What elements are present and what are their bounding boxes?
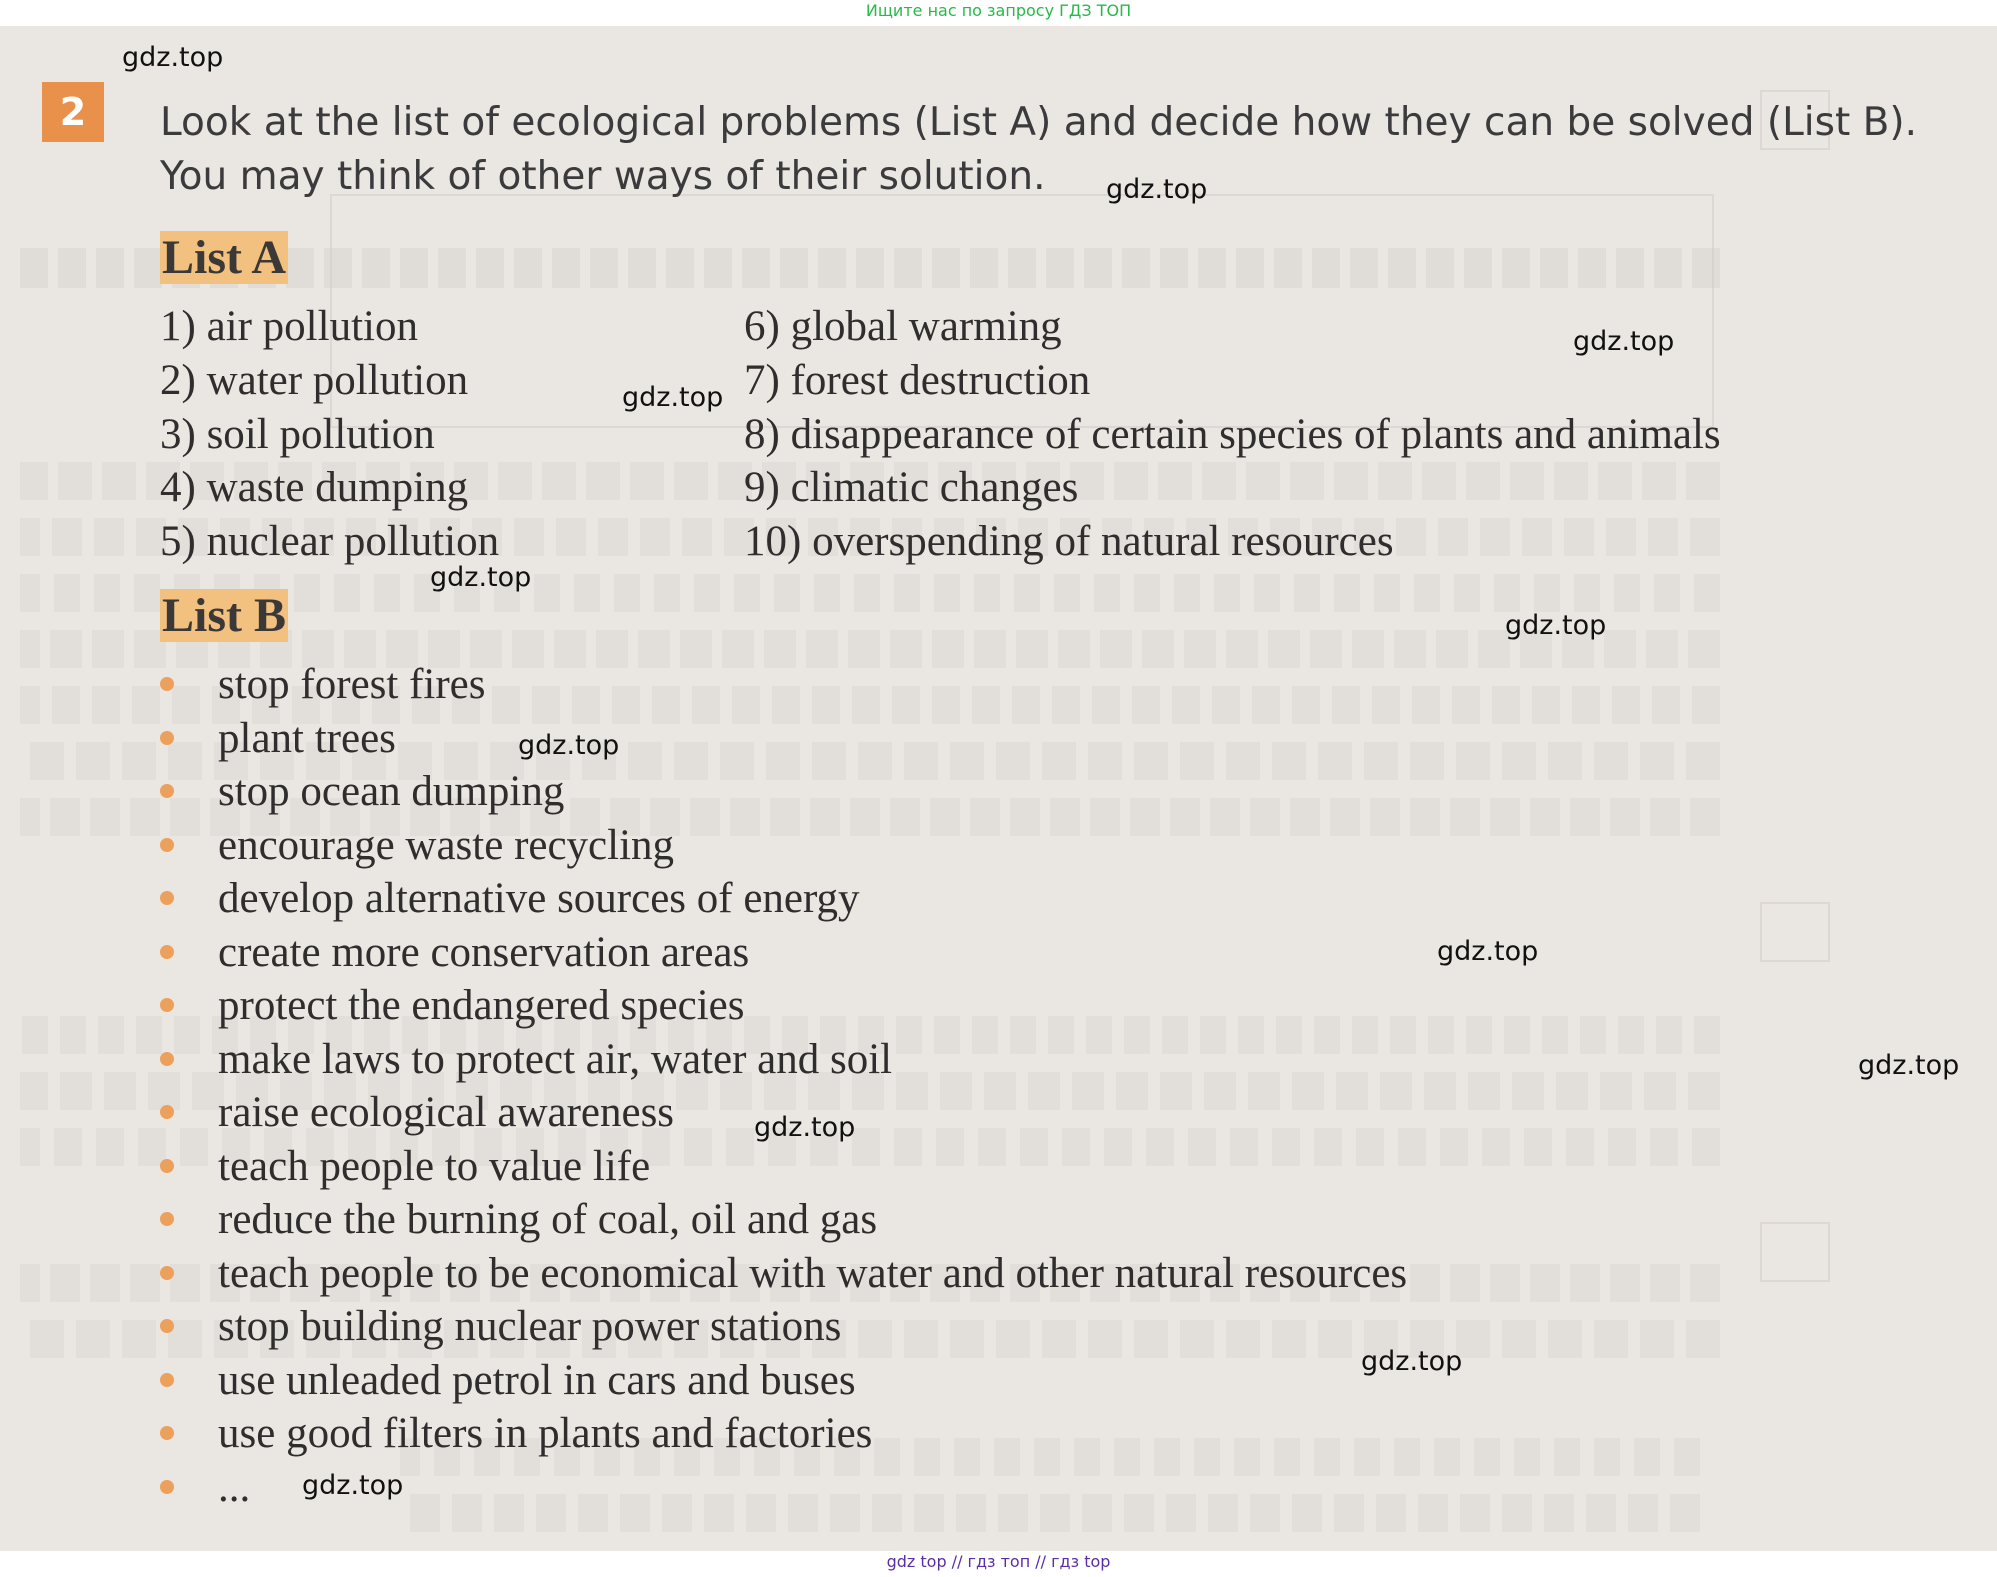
list-b-item: use good filters in plants and factories (218, 1410, 873, 1457)
bullet-dot (160, 1105, 174, 1119)
list-a-item: 6) global warming (744, 303, 1062, 350)
bullet-dot (160, 677, 174, 691)
show-through-box (1760, 1222, 1830, 1282)
show-through-text (400, 1494, 1700, 1532)
list-b-item: stop building nuclear power stations (218, 1303, 842, 1350)
bullet-dot (160, 1480, 174, 1494)
watermark: gdz.top (302, 1470, 404, 1501)
list-a-title-text: List A (162, 231, 287, 284)
list-a-item: 8) disappearance of certain species of plants and animals (744, 411, 1721, 458)
list-b-item: encourage waste recycling (218, 822, 675, 869)
list-b-item: reduce the burning of coal, oil and gas (218, 1196, 878, 1243)
bullet-dot (160, 1212, 174, 1226)
watermark: gdz.top (1361, 1346, 1463, 1377)
bullet-dot (160, 998, 174, 1012)
list-a-item: 5) nuclear pollution (160, 518, 500, 565)
watermark: gdz.top (622, 382, 724, 413)
list-b-title-text: List B (162, 589, 287, 642)
watermark: gdz.top (1505, 610, 1607, 641)
list-b-item: develop alternative sources of energy (218, 875, 860, 922)
watermark: gdz.top (1437, 936, 1539, 967)
list-a-item: 4) waste dumping (160, 464, 469, 511)
list-a-item: 3) soil pollution (160, 411, 435, 458)
exercise-number-badge: 2 (42, 82, 104, 142)
watermark: gdz.top (1106, 174, 1208, 205)
list-a-item: 2) water pollution (160, 357, 469, 404)
watermark: gdz.top (430, 562, 532, 593)
bullet-dot (160, 1373, 174, 1387)
instruction-line: You may think of other ways of their solution. (160, 154, 1046, 199)
bullet-dot (160, 1319, 174, 1333)
list-b-item: teach people to value life (218, 1143, 651, 1190)
show-through-box (1760, 902, 1830, 962)
watermark: gdz.top (122, 42, 224, 73)
bullet-dot (160, 731, 174, 745)
bullet-dot (160, 945, 174, 959)
bullet-dot (160, 1052, 174, 1066)
list-a-item: 1) air pollution (160, 303, 418, 350)
bottom-banner[interactable]: gdz top // гдз топ // гдз top (886, 1552, 1111, 1571)
list-b-item: make laws to protect air, water and soil (218, 1036, 893, 1083)
watermark: gdz.top (518, 730, 620, 761)
list-b-item: raise ecological awareness (218, 1089, 675, 1136)
list-a-item: 9) climatic changes (744, 464, 1079, 511)
list-a-item: 7) forest destruction (744, 357, 1091, 404)
list-b-item: protect the endangered species (218, 982, 745, 1029)
textbook-page (0, 26, 1997, 1551)
list-b-item: stop forest fires (218, 661, 486, 708)
bullet-dot (160, 1426, 174, 1440)
list-b-item: ... (218, 1464, 251, 1511)
list-b-item: teach people to be economical with water and other natural resources (218, 1250, 1408, 1297)
bullet-dot (160, 891, 174, 905)
top-banner[interactable]: Ищите нас по запросу ГДЗ ТОП (865, 1, 1132, 20)
watermark: gdz.top (1858, 1050, 1960, 1081)
bullet-dot (160, 1266, 174, 1280)
watermark: gdz.top (754, 1112, 856, 1143)
list-b-item: use unleaded petrol in cars and buses (218, 1357, 856, 1404)
list-b-title (160, 588, 288, 643)
list-a-item: 10) overspending of natural resources (744, 518, 1394, 565)
list-b-item: stop ocean dumping (218, 768, 565, 815)
watermark: gdz.top (1573, 326, 1675, 357)
bullet-dot (160, 1159, 174, 1173)
exercise-instruction (160, 96, 1980, 204)
list-a-title (160, 230, 288, 285)
bullet-dot (160, 838, 174, 852)
bullet-dot (160, 784, 174, 798)
list-b-item: plant trees (218, 715, 396, 762)
list-b-item: create more conservation areas (218, 929, 750, 976)
instruction-line: Look at the list of ecological problems (List A) and decide how they can be solved (List B). (160, 100, 1918, 145)
